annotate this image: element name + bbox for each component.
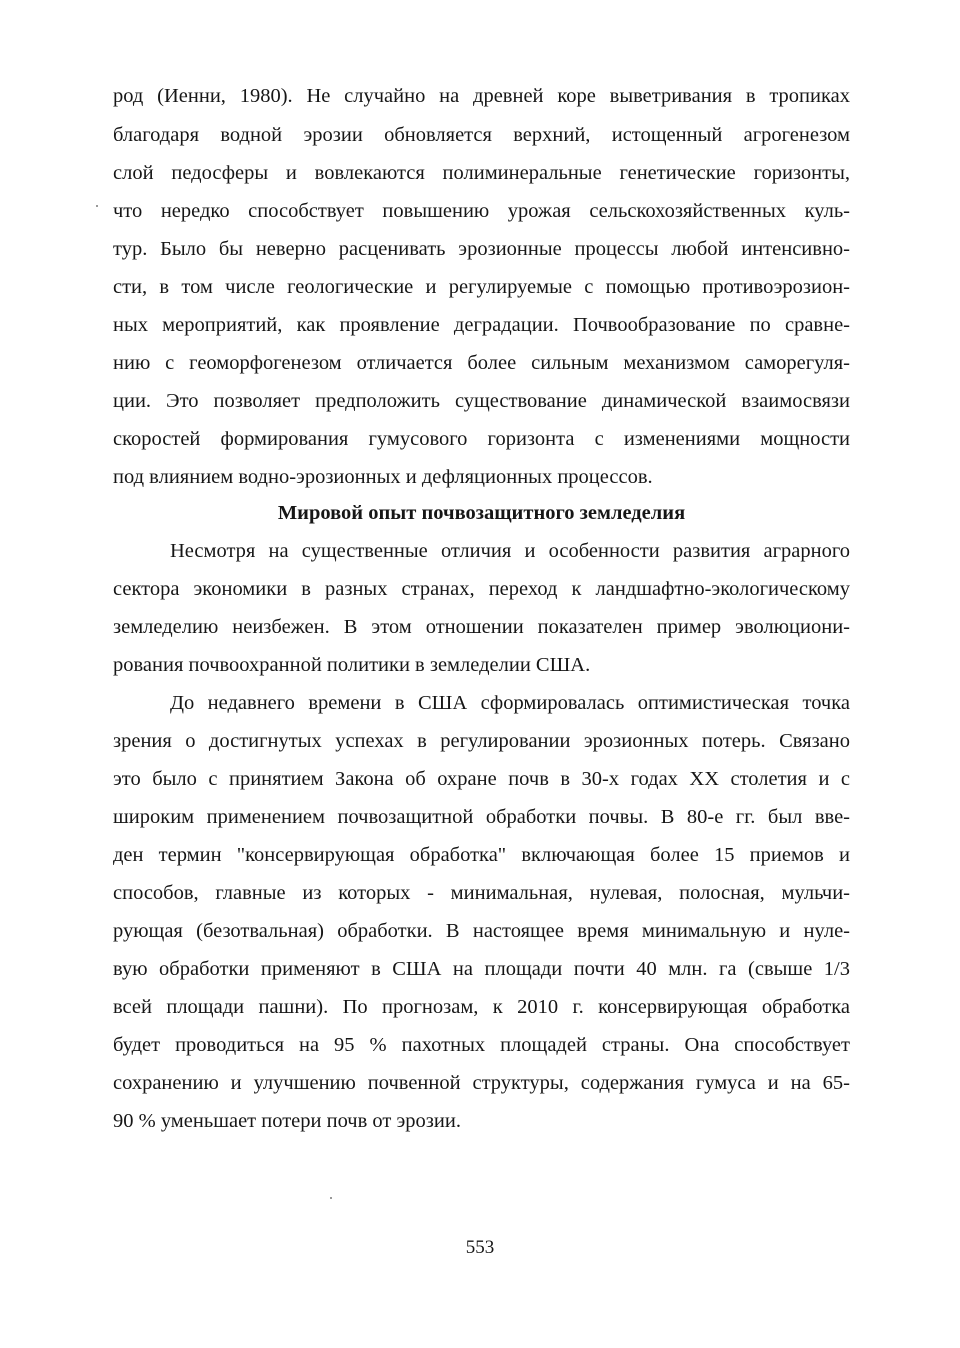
text-line: ции. Это позволяет предположить существование динамической взаимосвязи bbox=[113, 390, 850, 412]
text-line: под влиянием водно-эрозионных и дефляционных процессов. bbox=[113, 466, 653, 488]
text-line: Несмотря на существенные отличия и особенности развития аграрного bbox=[170, 540, 850, 562]
text-line: широким применением почвозащитной обработки почвы. В 80-е гг. был вве- bbox=[113, 806, 850, 828]
text-line: благодаря водной эрозии обновляется верхний, истощенный агрогенезом bbox=[113, 124, 850, 146]
text-line: будет проводиться на 95 % пахотных площадей страны. Она способствует bbox=[113, 1034, 850, 1056]
text-line: способов, главные из которых - минимальная, нулевая, полосная, мульчи- bbox=[113, 882, 850, 904]
text-line: земледелию неизбежен. В этом отношении показателен пример эволюциони- bbox=[113, 616, 850, 638]
text-line: рования почвоохранной политики в земледелии США. bbox=[113, 654, 591, 676]
text-line: род (Иенни, 1980). Не случайно на древней коре выветривания в тропиках bbox=[113, 85, 850, 107]
text-line: это было с принятием Закона об охране почв в 30-х годах XX столетия и с bbox=[113, 768, 850, 790]
section-heading: Мировой опыт почвозащитного земледелия bbox=[277, 502, 686, 524]
text-line: зрения о достигнутых успехах в регулировании эрозионных потерь. Связано bbox=[113, 730, 850, 752]
text-line: сохранению и улучшению почвенной структуры, содержания гумуса и на 65- bbox=[113, 1072, 850, 1094]
text-line: тур. Было бы неверно расценивать эрозионные процессы любой интенсивно- bbox=[113, 238, 850, 260]
scan-speck bbox=[96, 205, 98, 207]
text-line: всей площади пашни). По прогнозам, к 2010 г. консервирующая обработка bbox=[113, 996, 850, 1018]
text-line: скоростей формирования гумусового горизонта с изменениями мощности bbox=[113, 428, 850, 450]
text-line: сектора экономики в разных странах, переход к ландшафтно-экологическому bbox=[113, 578, 850, 600]
text-line: рующая (безотвальная) обработки. В настоящее время минимальную и нуле- bbox=[113, 920, 850, 942]
text-line: нию с геоморфогенезом отличается более сильным механизмом саморегуля- bbox=[113, 352, 850, 374]
text-line: ных мероприятий, как проявление деградации. Почвообразование по сравне- bbox=[113, 314, 850, 336]
text-line: ден термин "консервирующая обработка" включающая более 15 приемов и bbox=[113, 844, 850, 866]
scan-speck bbox=[330, 1197, 332, 1199]
text-line: 90 % уменьшает потери почв от эрозии. bbox=[113, 1110, 461, 1132]
text-line: что нередко способствует повышению урожая сельскохозяйственных куль- bbox=[113, 200, 850, 222]
text-line: слой педосферы и вовлекаются полиминеральные генетические горизонты, bbox=[113, 162, 850, 184]
text-line: До недавнего времени в США сформировалась оптимистическая точка bbox=[170, 692, 850, 714]
text-line: вую обработки применяют в США на площади почти 40 млн. га (свыше 1/3 bbox=[113, 958, 850, 980]
text-line: сти, в том числе геологические и регулируемые с помощью противоэрозион- bbox=[113, 276, 850, 298]
page-number: 553 bbox=[465, 1237, 495, 1258]
